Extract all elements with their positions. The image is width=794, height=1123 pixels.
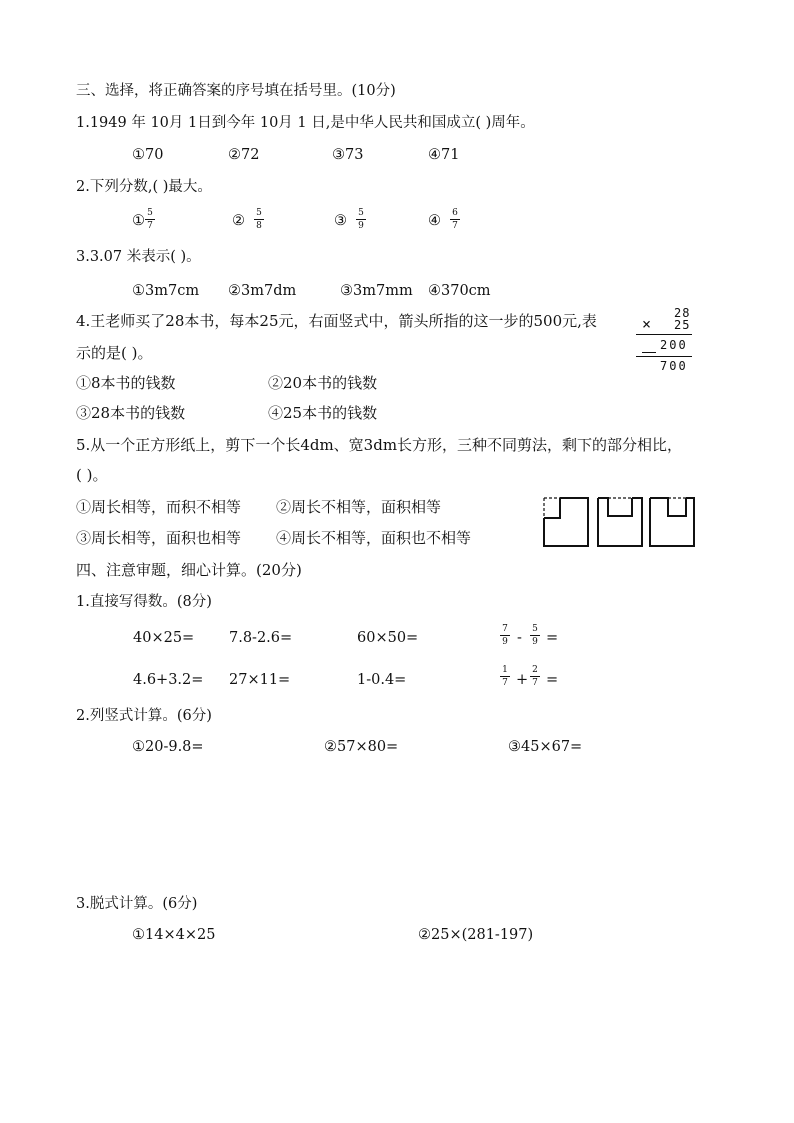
q4-option-4: ④25本书的钱数 bbox=[268, 404, 378, 422]
calc-1-2: 7.8-2.6= bbox=[229, 630, 293, 646]
fraction bbox=[530, 624, 540, 647]
square-cut-3 bbox=[650, 498, 694, 546]
q2-option-4-mark: ④ bbox=[428, 213, 441, 229]
fraction-numerator: 5 bbox=[356, 208, 366, 220]
factor-bottom: 25 bbox=[674, 318, 691, 332]
q1-option-4: ④71 bbox=[428, 147, 460, 163]
q3-option-3: ③3m7mm bbox=[340, 283, 413, 299]
fraction-numerator: 6 bbox=[450, 208, 460, 220]
equals-sign: = bbox=[546, 630, 559, 646]
fraction bbox=[530, 665, 540, 688]
section-3-title: 三、选择，将正确答案的序号填在括号里。(10分) bbox=[76, 83, 396, 99]
q5-option-3: ③周长相等，面积也相等 bbox=[76, 529, 242, 547]
q4-stem-line2: 示的是( )。 bbox=[76, 344, 153, 362]
q5-option-2: ②周长不相等，面积相等 bbox=[276, 498, 442, 516]
q5-stem-line2: ( )。 bbox=[76, 466, 108, 484]
fraction-denominator: 7 bbox=[147, 221, 153, 231]
q2-option-1-mark: ① bbox=[132, 213, 145, 229]
calc-1-3: 60×50= bbox=[357, 630, 419, 646]
q3-option-1: ①3m7cm bbox=[132, 283, 200, 299]
q4-stem-line1: 4.王老师买了28本书，每本25元，右面竖式中，箭头所指的这一步的500元,表 bbox=[76, 312, 597, 330]
q2-option-1-fraction bbox=[145, 208, 155, 231]
multiply-sign: × bbox=[642, 315, 652, 333]
fraction-denominator: 7 bbox=[502, 678, 508, 688]
q3-option-4: ④370cm bbox=[428, 283, 491, 299]
q4-option-1: ①8本书的钱数 bbox=[76, 374, 176, 392]
vertical-calc-3: ③45×67= bbox=[508, 739, 583, 755]
q3-stem: 3.3.07 米表示( )。 bbox=[76, 249, 201, 265]
q2-option-4-fraction bbox=[450, 208, 460, 231]
fraction bbox=[500, 665, 510, 688]
fraction-numerator: 5 bbox=[145, 208, 155, 220]
vertical-calc-1: ①20-9.8= bbox=[132, 739, 204, 755]
q1-option-3: ③73 bbox=[332, 147, 364, 163]
arrow-mark bbox=[642, 352, 656, 353]
fraction-numerator: 5 bbox=[254, 208, 264, 220]
fraction-denominator: 9 bbox=[358, 221, 364, 231]
fraction-numerator: 2 bbox=[530, 665, 540, 677]
fraction-denominator: 7 bbox=[532, 678, 538, 688]
vertical-rule-1 bbox=[636, 334, 692, 335]
q5-stem-line1: 5.从一个正方形纸上，剪下一个长4dm、宽3dm长方形，三种不同剪法，剩下的部分相比， bbox=[76, 436, 683, 454]
calc-2-1: 4.6+3.2= bbox=[133, 672, 204, 688]
q2-stem: 2.下列分数,( )最大。 bbox=[76, 179, 212, 195]
q4-option-2: ②20本书的钱数 bbox=[268, 374, 378, 392]
q5-option-4: ④周长不相等，面积也不相等 bbox=[276, 529, 472, 547]
vertical-calc-2: ②57×80= bbox=[324, 739, 399, 755]
fraction-denominator: 9 bbox=[502, 637, 508, 647]
q2-option-3-mark: ③ bbox=[334, 213, 347, 229]
equals-sign: = bbox=[546, 672, 559, 688]
q4-option-3: ③28本书的钱数 bbox=[76, 404, 186, 422]
plus-sign: + bbox=[516, 672, 529, 688]
fraction-numerator: 7 bbox=[500, 624, 510, 636]
fraction-numerator: 5 bbox=[530, 624, 540, 636]
section-4-title: 四、注意审题，细心计算。(20分) bbox=[76, 561, 302, 579]
fraction-denominator: 8 bbox=[256, 221, 262, 231]
square-cut-1 bbox=[544, 498, 588, 546]
q1-option-2: ②72 bbox=[228, 147, 260, 163]
vertical-rule-2 bbox=[636, 356, 692, 357]
result-product: 700 bbox=[660, 359, 688, 373]
calc-2-2: 27×11= bbox=[229, 672, 291, 688]
calc-2-3: 1-0.4= bbox=[357, 672, 407, 688]
vertical-multiplication bbox=[636, 306, 696, 378]
fraction-numerator: 1 bbox=[500, 665, 510, 677]
square-cut-2 bbox=[598, 498, 642, 546]
factor-top: 28 bbox=[674, 306, 691, 320]
calc-1-1: 40×25= bbox=[133, 630, 195, 646]
fraction bbox=[500, 624, 510, 647]
q1-stem: 1.1949 年 10月 1日到今年 10月 1 日,是中华人民共和国成立( )周年。 bbox=[76, 115, 535, 131]
minus-sign: - bbox=[517, 630, 522, 646]
q2-option-3-fraction bbox=[356, 208, 366, 231]
part3-title: 3.脱式计算。(6分) bbox=[76, 896, 198, 912]
q1-option-1: ①70 bbox=[132, 147, 164, 163]
q2-option-2-fraction bbox=[254, 208, 264, 231]
stepwise-calc-2: ②25×(281-197) bbox=[418, 927, 534, 943]
q3-option-2: ②3m7dm bbox=[228, 283, 297, 299]
cut-squares-diagram bbox=[540, 494, 700, 548]
part1-title: 1.直接写得数。(8分) bbox=[76, 594, 212, 610]
q2-option-2-mark: ② bbox=[232, 213, 245, 229]
fraction-denominator: 7 bbox=[452, 221, 458, 231]
part2-title: 2.列竖式计算。(6分) bbox=[76, 708, 212, 724]
fraction-denominator: 9 bbox=[532, 637, 538, 647]
q5-option-1: ①周长相等，而积不相等 bbox=[76, 498, 242, 516]
stepwise-calc-1: ①14×4×25 bbox=[132, 927, 216, 943]
partial-product: 200 bbox=[660, 338, 688, 352]
